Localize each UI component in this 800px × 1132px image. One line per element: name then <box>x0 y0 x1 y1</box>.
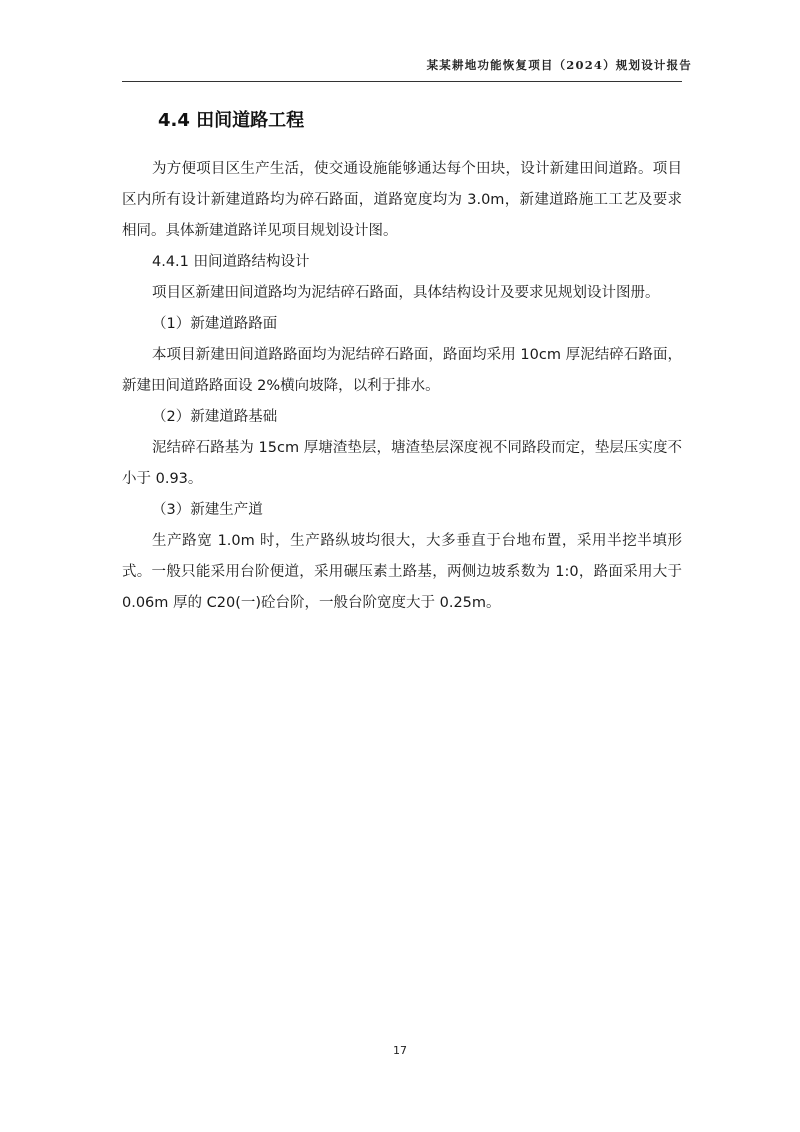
running-header: 某某耕地功能恢复项目（2024）规划设计报告 <box>426 58 692 72</box>
section-title: 4.4 田间道路工程 <box>158 110 305 131</box>
document-body <box>122 154 682 619</box>
intro-paragraph: 为方便项目区生产生活，使交通设施能够通达每个田块，设计新建田间道路。项目区内所有设计新建道路均为碎石路面，道路宽度均为 3.0m，新建道路施工工艺及要求相同。具体新建道路详见项目规划设计图。 <box>122 161 682 239</box>
subsection-intro-paragraph: 项目区新建田间道路均为泥结碎石路面，具体结构设计及要求见规划设计图册。 <box>152 285 660 301</box>
item1-paragraph: 本项目新建田间道路路面均为泥结碎石路面，路面均采用 10cm 厚泥结碎石路面，新建田间道路路面设 2%横向坡降，以利于排水。 <box>122 347 682 394</box>
subsection-heading: 4.4.1 田间道路结构设计 <box>152 254 310 270</box>
item3-heading: （3）新建生产道 <box>152 502 263 518</box>
item2-paragraph: 泥结碎石路基为 15cm 厚塘渣垫层，塘渣垫层深度视不同路段而定，垫层压实度不小于 0.93。 <box>122 440 682 487</box>
page-number: 17 <box>393 1044 407 1057</box>
item3-paragraph: 生产路宽 1.0m 时，生产路纵坡均很大，大多垂直于台地布置，采用半挖半填形式。一般只能采用台阶便道，采用碾压素土路基，两侧边坡系数为 1:0，路面采用大于 0.06m 厚的 C20(一)砼台阶，一般台阶宽度大于 0.25m。 <box>122 533 682 611</box>
header-divider <box>122 81 682 82</box>
item1-heading: （1）新建道路路面 <box>152 316 278 332</box>
item2-heading: （2）新建道路基础 <box>152 409 278 425</box>
